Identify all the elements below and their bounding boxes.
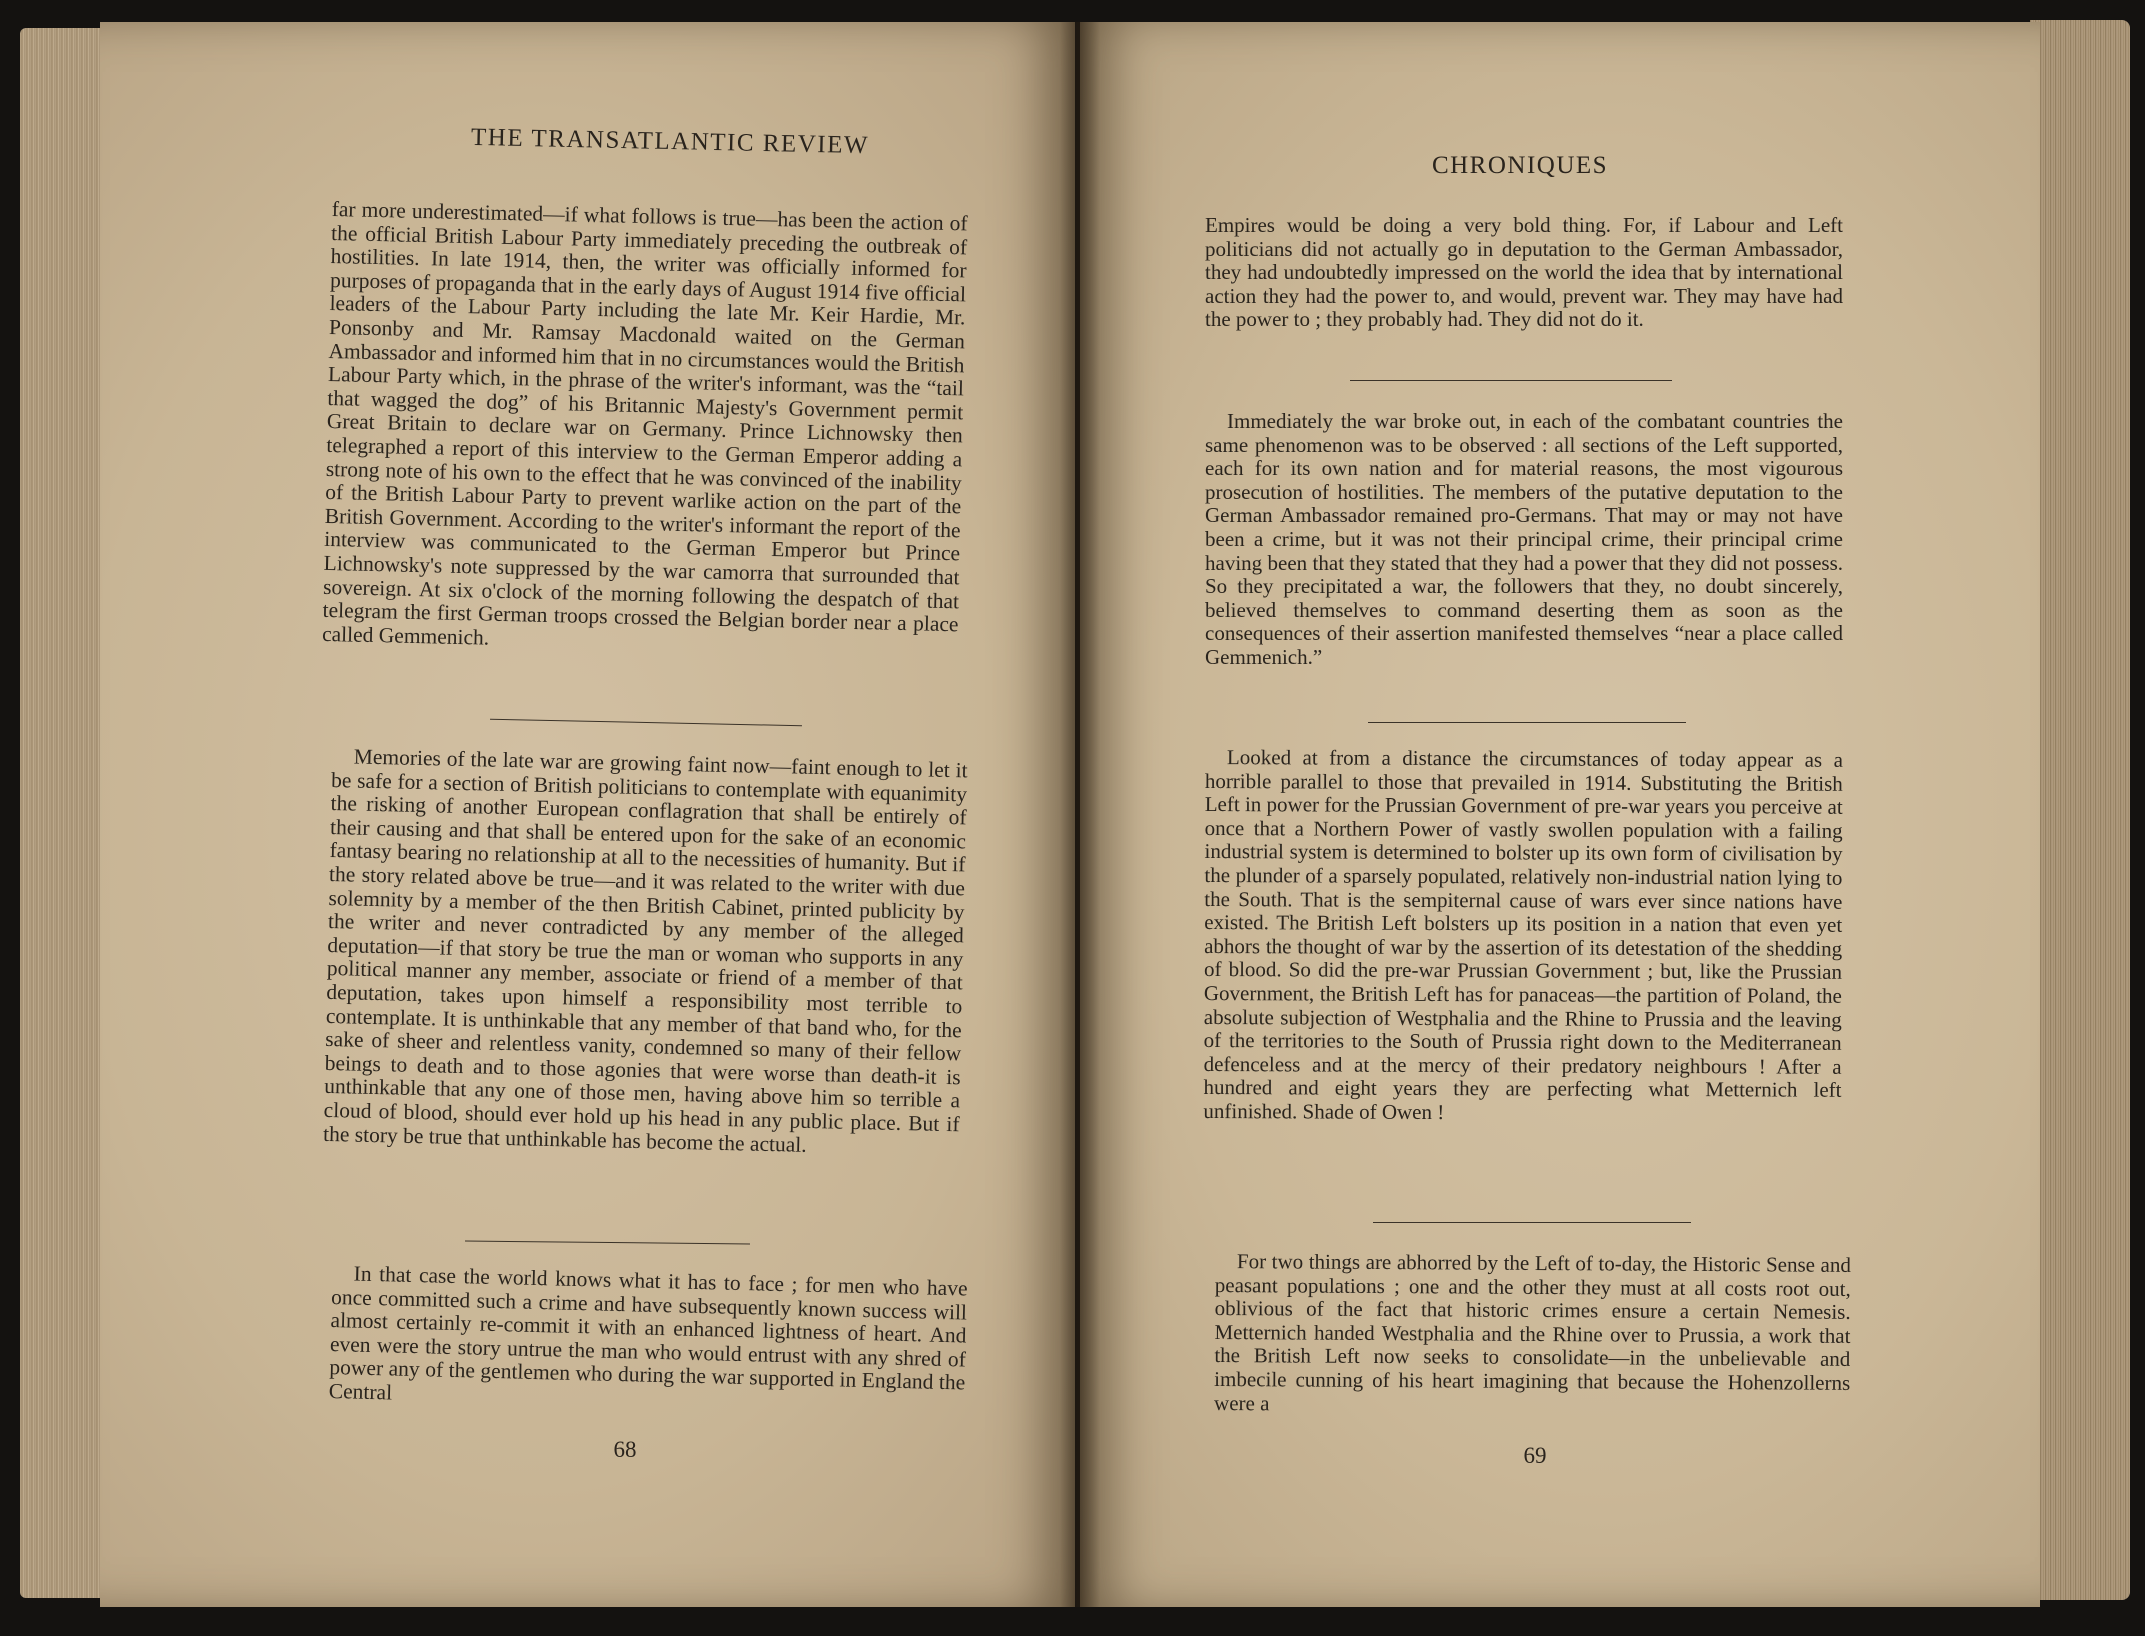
left-paragraph-3 [329,1262,968,1419]
section-divider [1368,722,1686,723]
right-paragraph-1 [1205,214,1843,332]
paragraph-text: In that case the world knows what it has to face ; for men who have once committed such a crime and have subsequently known success will almost certainly re-commit it with an enhanced lightness of heart. And even were the story untrue the man who would entrust with any shred of power any of the gentlemen who during the war supported in England the Central [328,1261,968,1405]
right-paragraph-3 [1203,746,1843,1126]
left-paragraph-1 [322,198,968,661]
right-page-edges [2030,20,2130,1600]
paragraph-text: Immediately the war broke out, in each of the combatant countries the same phenomenon was to be observed : all sections of the Left supported, each for its own nation and for material reasons, the most vigourous prosecution of hostilities. The members of the putative deputation to the German Ambassador remained pro-Germans. That may or may not have been a crime, but it was not their principal crime, their principal crime having been that they stated that they had a power that they did not possess. So they precipitated a war, the followers that they, no doubt sincerely, believed themselves to command deserting them as soon as the consequences of their assertion manifested themselves “near a place called Gemmenich.” [1205,409,1843,669]
paragraph-text: For two things are abhorred by the Left of to-day, the Historic Sense and peasant populations ; one and the other they must at all costs root out, oblivious of the fact that historic crimes ensure a certain Nemesis. Metternich handed Westphalia and the Rhine over to Prussia, a work that the British Left now seeks to consolidate—in the unbelievable and imbecile cunning of his heart imagining that because the Hohenzollerns were a [1213,1249,1851,1415]
right-paragraph-2 [1205,410,1843,670]
section-divider [1350,380,1672,381]
left-page-number: 68 [613,1437,637,1462]
paragraph-text: Empires would be doing a very bold thing. For, if Labour and Left politicians did not actually go in deputation to the German Ambassador, they had undoubtedly impressed on the world the idea that by international action they had the power to, and would, prevent war. They may have had the power to ; they probably had. They did not do it. [1205,213,1843,332]
paragraph-text: far more underestimated—if what follows is true—has been the action of the official British Labour Party immediately preceding the outbreak of hostilities. In late 1914, then, the writer was officially informed for purposes of propaganda that in the early days of August 1914 five official leaders of the Labour Party including the late Mr. Keir Hardie, Mr. Ponsonby and Mr. Ramsay Macdonald waited on the German Ambassador and informed him that in no circumstances would the British Labour Party which, in the phrase of the writer's informant, was the “tail that wagged the dog” of his Britannic Majesty's Government permit Great Britain to declare war on Germany. Prince Lichnowsky then telegraphed a report of this interview to the German Emperor adding a strong note of his own to the effect that he was convinced of the inability of the British Labour Party to prevent warlike action on the part of the British Government. According to the writer's informant the report of the interview was communicated to the German Emperor but Prince Lichnowsky's note suppressed by the war camorra that surrounded that sovereign. At six o'clock of the morning following the despatch of that telegram the first German troops crossed the Belgian border near a place called Gemmenich. [321,197,968,650]
paragraph-text: Looked at from a distance the circumstances of today appear as a horrible parallel to those that prevailed in 1914. Substituting the British Left in power for the Prussian Government of pre-war years you perceive at once that a Northern Power of vastly swollen population with a failing industrial system is determined to bolster up its own form of civilisation by the plunder of a sparsely populated, relatively non-industrial nation lying to the South. That is the sempiternal cause of wars ever since nations have existed. The British Left bolsters up its position in a nation that even yet abhors the thought of war by the assertion of its detestation of the shedding of blood. So did the pre-war Prussian Government ; but, like the Prussian Government, the British Left has for panaceas—the partition of Poland, the absolute subjection of Westphalia and the Rhine to Prussia and the leaving of the territories to the South of Prussia right down to the Mediterranean defenceless and at the mercy of their predatory neighbours ! After a hundred and eight years they are perfecting what Metternich left unfinished. Shade of Owen ! [1203,745,1843,1124]
paragraph-text: Memories of the late war are growing faint now—faint enough to let it be safe for a section of British politicians to contemplate with equanimity the risking of another European conflagration that shall be entirely of their causing and that shall be entered upon for the sake of an economic fantasy bearing no relationship at all to the necessities of humanity. But if the story related above be true—and it was related to the writer with due solemnity by a member of the then British Cabinet, printed publicity by the writer and never contradicted by any member of the alleged deputation—if that story be true the man or woman who supports in any political manner any member, associate or friend of a member of that deputation, takes upon himself a responsibility most terrible to contemplate. It is unthinkable that any member of that band who, for the sake of sheer and relentless vanity, condemned so many of their fellow beings to death and to those agonies that were worse than death-it is unthinkable that any one of those men, having above him so terrible a cloud of blood, should ever hold up his head in any public place. But if the story be true that unthinkable has become the actual. [322,744,968,1157]
left-running-head: THE TRANSATLANTIC REVIEW [470,123,870,160]
right-running-head: CHRONIQUES [1431,152,1609,179]
right-paragraph-4 [1214,1250,1851,1419]
section-divider [1373,1222,1691,1223]
book-gutter [1060,22,1100,1607]
right-page-number: 69 [1523,1443,1547,1468]
left-paragraph-2 [323,745,968,1160]
